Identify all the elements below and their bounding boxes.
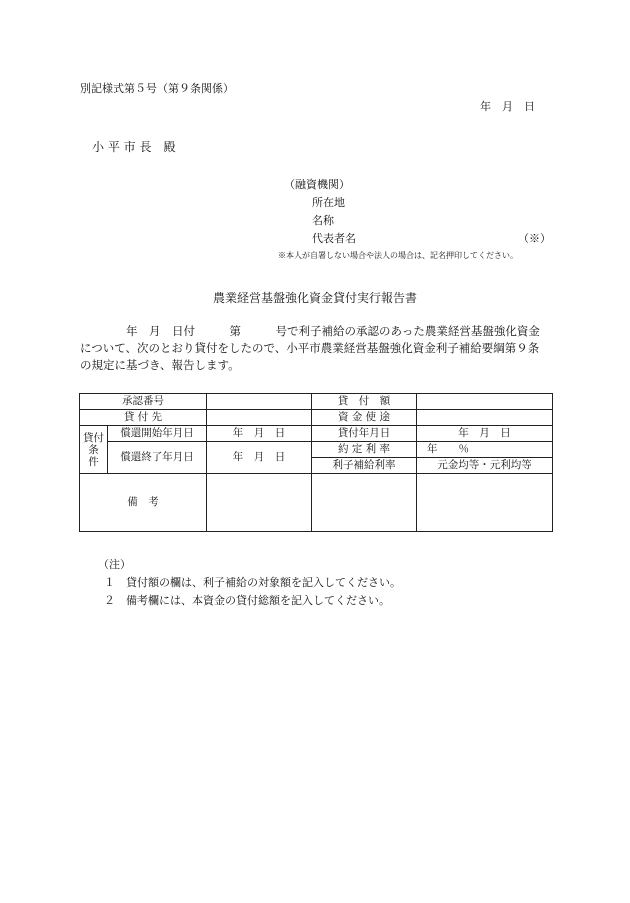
- repayment-method: 元金均等・元利均等: [417, 458, 553, 474]
- name-label: 名称: [312, 214, 334, 227]
- notes-heading: （注）: [98, 558, 131, 571]
- lender-label: 貸 付 先: [80, 410, 207, 426]
- loan-date-value: 年 月 日: [417, 426, 553, 442]
- remarks-label: 備 考: [80, 474, 207, 532]
- body-line-3: の規定に基づき、報告します。: [80, 358, 240, 372]
- fund-use-value: [417, 410, 553, 426]
- remarks-cell-1: [207, 474, 312, 532]
- fund-use-label: 資 金 使 途: [312, 410, 417, 426]
- seal-note: ※本人が自署しない場合や法人の場合は、記名押印してください。: [278, 251, 518, 260]
- note-item-2: ２ 備考欄には、本資金の貸付総額を記入してください。: [104, 594, 390, 607]
- repay-end-date: 年 月 日: [207, 442, 312, 474]
- institution-label: （融資機関）: [284, 178, 350, 191]
- contract-rate-label: 約 定 利 率: [312, 442, 417, 458]
- loan-report-table: [79, 393, 553, 532]
- date-line: 年 月 日: [480, 100, 535, 113]
- lender-value: [207, 410, 312, 426]
- loan-date-label: 貸付年月日: [312, 426, 417, 442]
- notes: [98, 556, 401, 610]
- subsidy-rate-label: 利子補給利率: [312, 458, 417, 474]
- approval-number-label: 承認番号: [80, 394, 207, 410]
- loan-terms-label: 貸付 条 件: [80, 426, 108, 474]
- remarks-cell-2: [312, 474, 417, 532]
- table-row: [80, 474, 553, 532]
- table-row: [80, 394, 553, 410]
- seal-mark: （※）: [518, 232, 551, 245]
- approval-number-value: [207, 394, 312, 410]
- repay-start-date: 年 月 日: [207, 426, 312, 442]
- document-title: 農業経営基盤強化資金貸付実行報告書: [212, 291, 417, 305]
- note-item-1: １ 貸付額の欄は、利子補給の対象額を記入してください。: [104, 576, 401, 589]
- form-number: 別記様式第５号（第９条関係）: [80, 82, 234, 95]
- remarks-cell-3: [417, 474, 553, 532]
- repay-end-label: 償還終了年月日: [108, 442, 207, 474]
- body-line-2: について、次のとおり貸付をしたので、小平市農業経営基盤強化資金利子補給要綱第９条: [80, 341, 540, 355]
- addressee: 小 平 市 長 殿: [92, 140, 176, 154]
- table-row: [80, 410, 553, 426]
- body-paragraph: [80, 323, 555, 374]
- representative-label: 代表者名: [312, 232, 356, 245]
- repay-start-label: 償還開始年月日: [108, 426, 207, 442]
- contract-rate-value: 年 ％: [417, 442, 553, 458]
- loan-amount-value: [417, 394, 553, 410]
- table-row: [80, 426, 553, 442]
- body-line-1: 年 月 日付 第 号で利子補給の承認のあった農業経営基盤強化資金: [126, 324, 540, 338]
- table-row: [80, 442, 553, 458]
- address-label: 所在地: [312, 196, 345, 209]
- loan-amount-label: 貸 付 額: [312, 394, 417, 410]
